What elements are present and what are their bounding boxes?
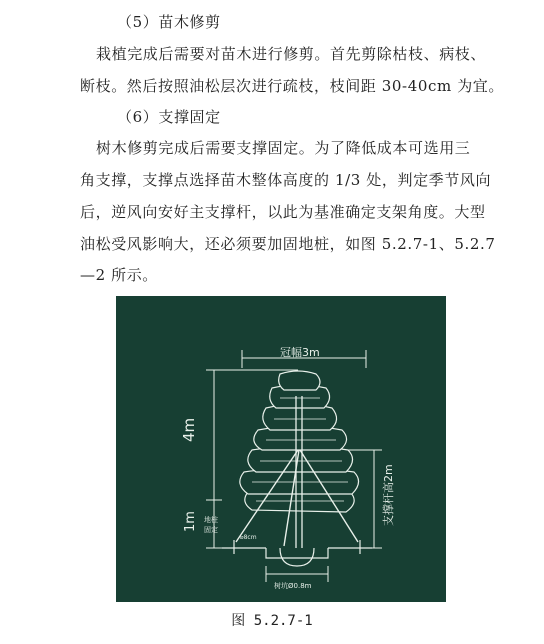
paragraph-6-line-2: 角支撑，支撑点选择苗木整体高度的 1/3 处，判定季节风向 <box>80 171 492 189</box>
section-heading-5: （5）苗木修剪 <box>117 13 221 31</box>
paragraph-6-line-4: 油松受风影响大，还必须要加固地桩，如图 5.2.7-1、5.2.7 <box>80 235 496 253</box>
tree-support-drawing <box>116 296 446 602</box>
base-height-label: 1m <box>183 511 198 532</box>
root-ball <box>280 548 314 566</box>
stake-spec-label: ⌀8cm <box>240 534 257 541</box>
crown-layer-7 <box>279 371 320 390</box>
height-label: 4m <box>180 417 198 442</box>
crown-width-label: 冠幅3m <box>280 346 320 359</box>
ground-and-pit <box>222 540 372 566</box>
tree-crown <box>240 371 359 512</box>
stake-label-2: 固定 <box>204 526 218 534</box>
paragraph-6-line-1: 树木修剪完成后需要支撑固定。为了降低成本可选用三 <box>96 139 471 157</box>
figure-caption: 图 5.2.7-1 <box>231 613 313 629</box>
section-heading-6: （6）支撑固定 <box>117 108 221 126</box>
paragraph-5-line-2: 断枝。然后按照油松层次进行疏枝，枝间距 30-40cm 为宜。 <box>80 77 505 95</box>
tree-support-diagram <box>116 296 446 602</box>
support-height-label: 支撑杆高2m <box>382 464 395 526</box>
paragraph-6-line-5: —2 所示。 <box>80 266 158 284</box>
paragraph-5-line-1: 栽植完成后需要对苗木进行修剪。首先剪除枯枝、病枝、 <box>96 45 487 63</box>
paragraph-6-line-3: 后，逆风向安好主支撑杆，以此为基准确定支架角度。大型 <box>80 203 486 221</box>
pit-label: 树坑Ø0.8m <box>274 582 312 590</box>
planting-pit <box>266 548 328 558</box>
stake-label-1: 地桩 <box>204 516 218 524</box>
